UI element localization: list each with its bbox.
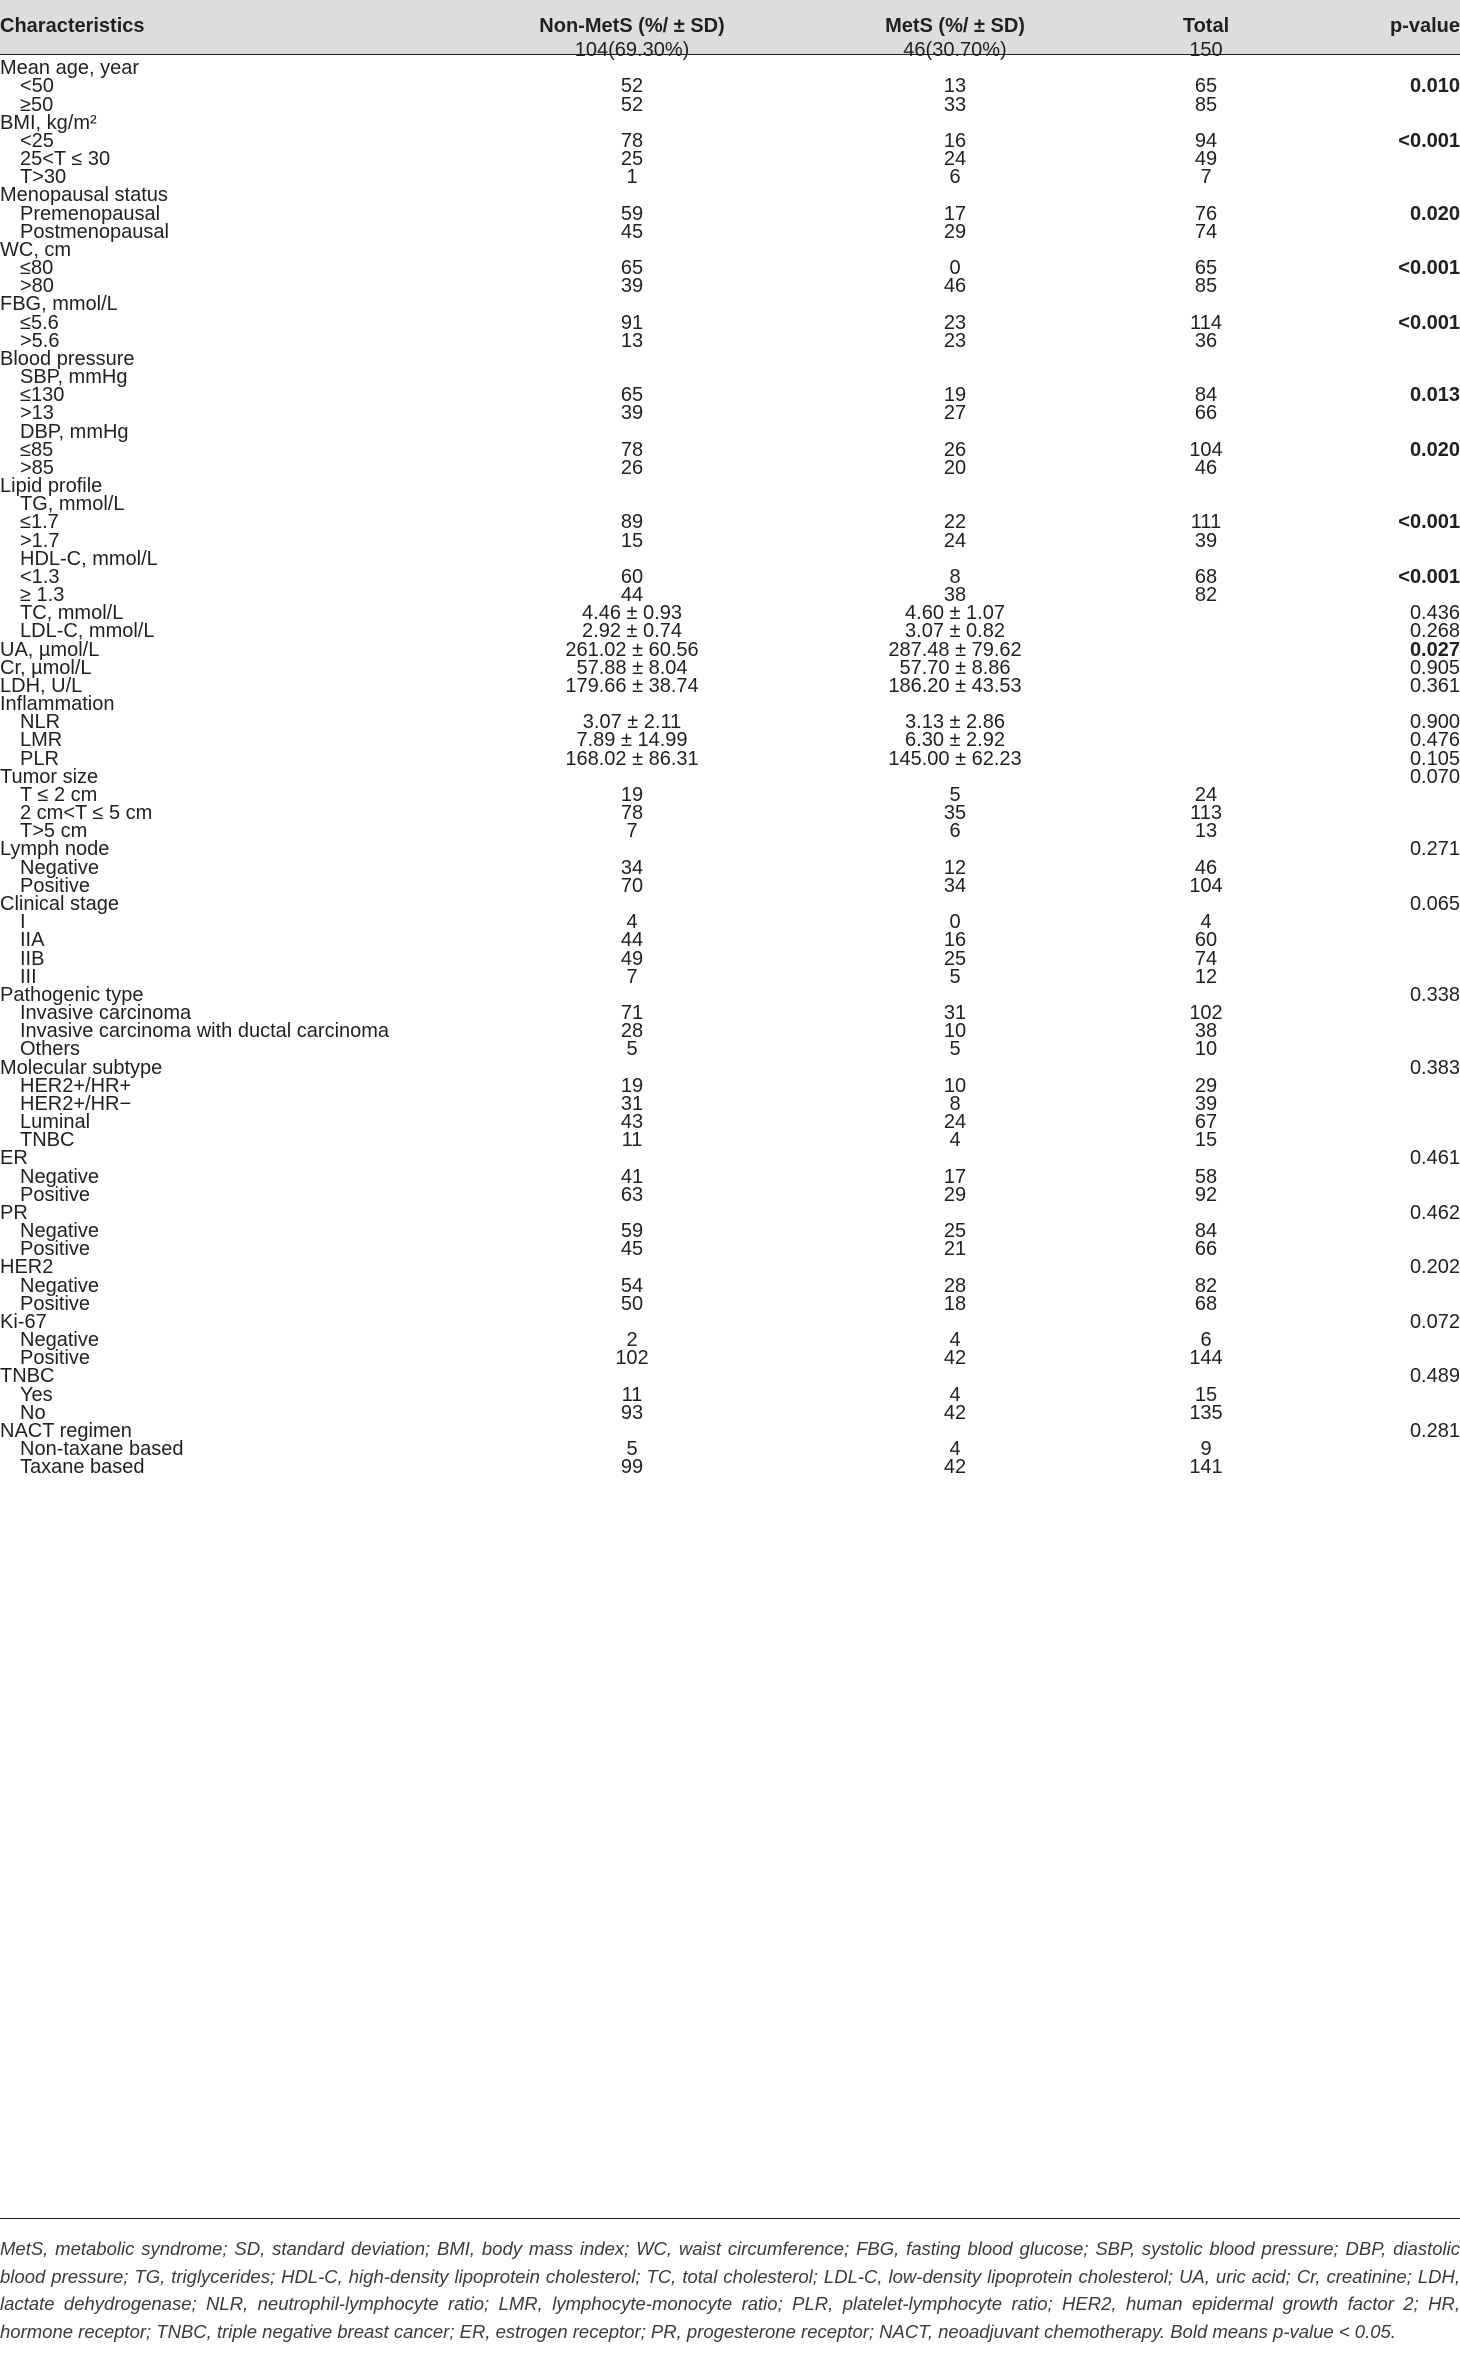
cell-p-value: 0.268 xyxy=(1409,620,1460,643)
cell-mets: 4.60 ± 1.07 xyxy=(905,602,1005,625)
row-label: Molecular subtype xyxy=(0,1056,163,1079)
row-label: 25<T ≤ 30 xyxy=(20,148,111,171)
table-header-row xyxy=(0,13,1460,40)
cell-mets: 3.07 ± 0.82 xyxy=(905,620,1005,643)
cell-non-mets: 45 xyxy=(620,220,644,243)
cell-non-mets: 45 xyxy=(620,1238,644,1261)
cell-total: 60 xyxy=(1194,929,1218,952)
cell-non-mets: 7 xyxy=(626,820,638,843)
cell-non-mets: 26 xyxy=(620,456,644,479)
cell-total: 144 xyxy=(1189,1347,1223,1370)
cell-non-mets: 89 xyxy=(620,511,644,534)
row-label: LDH, U/L xyxy=(0,674,83,697)
cell-non-mets: 43 xyxy=(620,1111,644,1134)
cell-mets: 17 xyxy=(943,202,967,225)
cell-total: 92 xyxy=(1194,1183,1218,1206)
cell-non-mets: 5 xyxy=(626,1438,638,1461)
row-label: Clinical stage xyxy=(0,892,119,915)
header-p-value: p-value xyxy=(1389,15,1460,37)
row-label: 2 cm<T ≤ 5 cm xyxy=(20,802,153,825)
cell-total: 102 xyxy=(1189,1002,1223,1024)
cell-p-value: 0.281 xyxy=(1409,1419,1460,1442)
cell-non-mets: 91 xyxy=(620,311,644,334)
cell-mets: 24 xyxy=(943,529,967,552)
cell-p-value: 0.383 xyxy=(1409,1056,1460,1079)
cell-total: 94 xyxy=(1194,129,1218,152)
cell-total: 39 xyxy=(1194,529,1218,552)
cell-total: 46 xyxy=(1194,856,1218,879)
cell-total: 74 xyxy=(1194,947,1218,970)
cell-non-mets: 13 xyxy=(620,329,644,352)
cell-p-value: 0.010 xyxy=(1409,75,1460,98)
cell-non-mets: 19 xyxy=(620,783,644,806)
cell-mets: 8 xyxy=(949,1092,961,1115)
cell-non-mets: 65 xyxy=(620,257,644,280)
cell-mets: 0 xyxy=(949,911,961,934)
cell-mets: 6.30 ± 2.92 xyxy=(905,729,1005,752)
cell-non-mets: 52 xyxy=(620,75,644,98)
row-label: ≤130 xyxy=(20,384,65,407)
cell-p-value: 0.013 xyxy=(1409,384,1460,407)
row-label: Premenopausal xyxy=(20,202,161,225)
row-label: Negative xyxy=(20,1274,99,1297)
cell-mets: 27 xyxy=(943,402,967,425)
cell-p-value: 0.105 xyxy=(1409,747,1460,770)
cell-mets: 17 xyxy=(943,1165,967,1188)
cell-total: 104 xyxy=(1189,438,1223,461)
row-label: BMI, kg/m² xyxy=(0,111,97,134)
row-label: PLR xyxy=(20,747,59,770)
cell-mets: 21 xyxy=(943,1238,967,1261)
cell-non-mets: 54 xyxy=(620,1274,644,1297)
cell-mets: 8 xyxy=(949,565,961,588)
cell-mets: 4 xyxy=(949,1438,961,1461)
row-label: ≥50 xyxy=(20,93,54,116)
cell-mets: 18 xyxy=(943,1292,967,1315)
cell-non-mets: 104(69.30%) xyxy=(574,39,690,61)
cell-mets: 4 xyxy=(949,1329,961,1352)
row-label: Invasive carcinoma xyxy=(20,1002,192,1024)
cell-p-value: 0.271 xyxy=(1409,838,1460,861)
row-label: Positive xyxy=(20,1347,91,1370)
row-label: Positive xyxy=(20,1183,91,1206)
row-label: >5.6 xyxy=(20,329,60,352)
row-label: Invasive carcinoma with ductal carcinoma xyxy=(20,1020,390,1043)
cell-total: 46 xyxy=(1194,456,1218,479)
cell-total: 13 xyxy=(1194,820,1218,843)
cell-total: 29 xyxy=(1194,1074,1218,1097)
row-label: IIB xyxy=(20,947,45,970)
cell-mets: 42 xyxy=(943,1456,967,1479)
cell-total: 9 xyxy=(1200,1438,1212,1461)
header-characteristics: Characteristics xyxy=(0,15,145,37)
row-label: Mean age, year xyxy=(0,57,139,80)
cell-non-mets: 4 xyxy=(626,911,638,934)
row-label: Negative xyxy=(20,1165,99,1188)
cell-mets: 24 xyxy=(943,1111,967,1134)
row-label: <25 xyxy=(20,129,54,152)
row-label: ≤1.7 xyxy=(20,511,59,534)
row-label: LMR xyxy=(20,729,63,752)
row-label: Taxane based xyxy=(20,1456,145,1479)
row-label: Negative xyxy=(20,1220,99,1243)
cell-mets: 20 xyxy=(943,456,967,479)
row-label: >80 xyxy=(20,275,54,298)
cell-mets: 29 xyxy=(943,1183,967,1206)
row-label: UA, µmol/L xyxy=(0,638,100,661)
cell-total: 12 xyxy=(1194,965,1218,988)
row-label: ER xyxy=(0,1147,28,1170)
row-label: Positive xyxy=(20,1292,91,1315)
cell-total: 85 xyxy=(1194,93,1218,116)
row-label: III xyxy=(20,965,37,988)
cell-total: 7 xyxy=(1200,166,1212,189)
cell-total: 66 xyxy=(1194,1238,1218,1261)
cell-total: 4 xyxy=(1200,911,1212,934)
cell-mets: 12 xyxy=(943,856,967,879)
row-label: Negative xyxy=(20,856,99,879)
cell-p-value: 0.020 xyxy=(1409,438,1460,461)
row-label: Menopausal status xyxy=(0,184,168,207)
cell-p-value: 0.020 xyxy=(1409,202,1460,225)
cell-p-value: 0.338 xyxy=(1409,983,1460,1006)
row-label: HDL-C, mmol/L xyxy=(20,547,158,570)
row-label: >1.7 xyxy=(20,529,60,552)
cell-mets: 28 xyxy=(943,1274,967,1297)
cell-total: 104 xyxy=(1189,874,1223,897)
cell-mets: 26 xyxy=(943,438,967,461)
cell-mets: 4 xyxy=(949,1129,961,1152)
cell-non-mets: 4.46 ± 0.93 xyxy=(582,602,682,625)
cell-non-mets: 44 xyxy=(620,584,644,607)
cell-total: 6 xyxy=(1200,1329,1212,1352)
row-label: NLR xyxy=(20,711,61,734)
cell-p-value: 0.027 xyxy=(1409,638,1460,661)
row-label: ≤85 xyxy=(20,438,54,461)
row-label: LDL-C, mmol/L xyxy=(20,620,155,643)
row-label: TNBC xyxy=(20,1129,75,1152)
cell-non-mets: 11 xyxy=(621,1129,643,1152)
cell-non-mets: 44 xyxy=(620,929,644,952)
row-label: Yes xyxy=(20,1383,53,1406)
cell-non-mets: 99 xyxy=(620,1456,644,1479)
cell-non-mets: 102 xyxy=(615,1347,649,1370)
cell-total: 49 xyxy=(1194,148,1218,171)
cell-mets: 25 xyxy=(943,947,967,970)
row-label: T>30 xyxy=(20,166,67,189)
cell-p-value: 0.489 xyxy=(1409,1365,1460,1388)
cell-p-value: 0.065 xyxy=(1409,892,1460,915)
cell-non-mets: 60 xyxy=(620,565,644,588)
cell-mets: 5 xyxy=(949,783,961,806)
cell-p-value: 0.361 xyxy=(1409,674,1460,697)
cell-total: 10 xyxy=(1194,1038,1218,1061)
cell-non-mets: 28 xyxy=(620,1020,644,1043)
cell-non-mets: 31 xyxy=(620,1092,644,1115)
cell-mets: 16 xyxy=(943,929,967,952)
cell-non-mets: 15 xyxy=(620,529,644,552)
cell-mets: 23 xyxy=(943,311,967,334)
row-label: Tumor size xyxy=(0,765,99,788)
cell-non-mets: 78 xyxy=(620,802,644,825)
row-label: WC, cm xyxy=(0,238,72,261)
cell-non-mets: 19 xyxy=(620,1074,644,1097)
cell-non-mets: 65 xyxy=(620,384,644,407)
cell-non-mets: 168.02 ± 86.31 xyxy=(565,747,699,770)
cell-p-value: 0.900 xyxy=(1409,711,1460,734)
cell-p-value: 0.202 xyxy=(1409,1256,1460,1279)
cell-p-value: <0.001 xyxy=(1398,129,1460,152)
cell-total: 141 xyxy=(1189,1456,1223,1479)
row-label: IIA xyxy=(20,929,45,952)
cell-mets: 4 xyxy=(949,1383,961,1406)
row-label: ≤5.6 xyxy=(20,311,59,334)
row-label: Cr, µmol/L xyxy=(0,656,92,679)
cell-mets: 31 xyxy=(943,1002,967,1024)
cell-total: 36 xyxy=(1194,329,1218,352)
row-label: T>5 cm xyxy=(20,820,88,843)
cell-non-mets: 78 xyxy=(620,129,644,152)
row-label: Pathogenic type xyxy=(0,983,144,1006)
cell-mets: 10 xyxy=(943,1020,967,1043)
row-label: HER2 xyxy=(0,1256,54,1279)
cell-mets: 25 xyxy=(943,1220,967,1243)
row-label: Positive xyxy=(20,1238,91,1261)
cell-mets: 34 xyxy=(943,874,967,897)
cell-non-mets: 7 xyxy=(626,965,638,988)
header-non-mets: Non-MetS (%/ ± SD) xyxy=(539,15,725,37)
cell-non-mets: 57.88 ± 8.04 xyxy=(576,656,688,679)
cell-total: 113 xyxy=(1190,802,1222,825)
row-label: ≤80 xyxy=(20,257,54,280)
cell-non-mets: 3.07 ± 2.11 xyxy=(582,711,682,734)
header-mets: MetS (%/ ± SD) xyxy=(885,15,1025,37)
cell-non-mets: 25 xyxy=(620,148,644,171)
row-label: >85 xyxy=(20,456,54,479)
cell-mets: 5 xyxy=(949,1038,961,1061)
cell-non-mets: 34 xyxy=(620,856,644,879)
header-total: Total xyxy=(1182,15,1230,37)
table-row xyxy=(0,1454,1460,1481)
cell-p-value: <0.001 xyxy=(1398,257,1460,280)
row-label: SBP, mmHg xyxy=(20,366,128,389)
cell-total: 15 xyxy=(1194,1383,1218,1406)
cell-non-mets: 93 xyxy=(620,1401,644,1424)
cell-total: 24 xyxy=(1194,783,1218,806)
row-label: HER2+/HR− xyxy=(20,1092,132,1115)
row-label: Positive xyxy=(20,874,91,897)
row-label: ≥ 1.3 xyxy=(20,584,65,607)
cell-mets: 186.20 ± 43.53 xyxy=(888,674,1022,697)
row-label: Ki-67 xyxy=(0,1310,47,1333)
cell-mets: 6 xyxy=(949,820,961,843)
cell-p-value: 0.461 xyxy=(1409,1147,1460,1170)
row-label: Others xyxy=(20,1038,81,1061)
cell-p-value: 0.436 xyxy=(1409,602,1460,625)
cell-mets: 16 xyxy=(943,129,967,152)
cell-total: 74 xyxy=(1194,220,1218,243)
cell-total: 111 xyxy=(1190,511,1222,534)
cell-p-value: 0.072 xyxy=(1409,1310,1460,1333)
cell-mets: 10 xyxy=(943,1074,967,1097)
cell-non-mets: 2.92 ± 0.74 xyxy=(582,620,682,643)
row-label: <50 xyxy=(20,75,54,98)
cell-non-mets: 179.66 ± 38.74 xyxy=(565,674,699,697)
cell-total: 76 xyxy=(1194,202,1218,225)
cell-non-mets: 71 xyxy=(620,1002,644,1024)
cell-non-mets: 11 xyxy=(621,1383,643,1406)
row-label: TG, mmol/L xyxy=(20,493,125,516)
cell-total: 84 xyxy=(1194,1220,1218,1243)
row-label: Negative xyxy=(20,1329,99,1352)
cell-mets: 19 xyxy=(943,384,967,407)
cell-non-mets: 261.02 ± 60.56 xyxy=(565,638,699,661)
row-label: TNBC xyxy=(0,1365,55,1388)
cell-mets: 13 xyxy=(943,75,967,98)
cell-non-mets: 52 xyxy=(620,93,644,116)
cell-non-mets: 59 xyxy=(620,202,644,225)
cell-non-mets: 1 xyxy=(626,166,638,189)
cell-non-mets: 63 xyxy=(620,1183,644,1206)
cell-non-mets: 2 xyxy=(626,1329,638,1352)
cell-total: 82 xyxy=(1194,584,1218,607)
cell-non-mets: 39 xyxy=(620,402,644,425)
row-label: I xyxy=(20,911,26,934)
cell-total: 39 xyxy=(1194,1092,1218,1115)
cell-mets: 145.00 ± 62.23 xyxy=(888,747,1022,770)
cell-non-mets: 5 xyxy=(626,1038,638,1061)
cell-non-mets: 50 xyxy=(620,1292,644,1315)
row-label: Non-taxane based xyxy=(20,1438,184,1461)
cell-mets: 42 xyxy=(943,1347,967,1370)
cell-mets: 35 xyxy=(943,802,967,825)
cell-mets: 287.48 ± 79.62 xyxy=(888,638,1022,661)
cell-non-mets: 39 xyxy=(620,275,644,298)
cell-total: 84 xyxy=(1194,384,1218,407)
cell-mets: 3.13 ± 2.86 xyxy=(905,711,1005,734)
row-label: <1.3 xyxy=(20,565,60,588)
cell-mets: 46(30.70%) xyxy=(903,39,1007,61)
cell-total: 67 xyxy=(1194,1111,1218,1134)
cell-mets: 33 xyxy=(943,93,967,116)
row-label: Luminal xyxy=(20,1111,91,1134)
row-label: HER2+/HR+ xyxy=(20,1074,132,1097)
cell-total: 85 xyxy=(1194,275,1218,298)
cell-non-mets: 59 xyxy=(620,1220,644,1243)
cell-non-mets: 70 xyxy=(620,874,644,897)
cell-p-value: 0.476 xyxy=(1409,729,1460,752)
cell-mets: 6 xyxy=(949,166,961,189)
cell-total: 82 xyxy=(1194,1274,1218,1297)
cell-total: 66 xyxy=(1194,402,1218,425)
cell-mets: 23 xyxy=(943,329,967,352)
row-label: NACT regimen xyxy=(0,1419,132,1442)
cell-total: 15 xyxy=(1194,1129,1218,1152)
cell-mets: 24 xyxy=(943,148,967,171)
row-label: PR xyxy=(0,1201,28,1224)
cell-mets: 29 xyxy=(943,220,967,243)
row-label: Inflammation xyxy=(0,693,115,716)
cell-total: 38 xyxy=(1194,1020,1218,1043)
cell-p-value: 0.070 xyxy=(1409,765,1460,788)
row-label: FBG, mmol/L xyxy=(0,293,118,316)
row-label: TC, mmol/L xyxy=(20,602,124,625)
cell-non-mets: 49 xyxy=(620,947,644,970)
cell-total: 150 xyxy=(1189,39,1223,61)
cell-p-value: 0.462 xyxy=(1409,1201,1460,1224)
cell-p-value: 0.905 xyxy=(1409,656,1460,679)
row-label: Lymph node xyxy=(0,838,110,861)
cell-mets: 22 xyxy=(943,511,967,534)
row-label: DBP, mmHg xyxy=(20,420,129,443)
table-bottom-rule xyxy=(0,2218,1460,2219)
cell-total: 135 xyxy=(1189,1401,1223,1424)
row-label: No xyxy=(20,1401,46,1424)
cell-mets: 0 xyxy=(949,257,961,280)
cell-p-value: <0.001 xyxy=(1398,311,1460,334)
cell-total: 65 xyxy=(1194,257,1218,280)
table-footnote: MetS, metabolic syndrome; SD, standard deviation; BMI, body mass index; WC, waist circumference; FBG, fasting blood glucose; SBP, systolic blood pressure; DBP, diastolic blood pressure; TG, triglycerides; HDL-C, high-density lipoprotein cholesterol; TC, total cholesterol; LDL-C, low-density lipoprotein cholesterol; UA, uric acid; Cr, creatinine; LDH, lactate dehydrogenase; NLR, neutrophil-lymphocyte ratio; LMR, lymphocyte-monocyte ratio; PLR, platelet-lymphocyte ratio; HER2, human epidermal growth factor 2; HR, hormone receptor; TNBC, triple negative breast cancer; ER, estrogen receptor; PR, progesterone receptor; NACT, neoadjuvant chemotherapy. Bold means p-value < 0.05. xyxy=(0,2238,1460,2342)
cell-mets: 57.70 ± 8.86 xyxy=(899,656,1011,679)
row-label: T ≤ 2 cm xyxy=(20,783,98,806)
cell-mets: 38 xyxy=(943,584,967,607)
cell-total: 68 xyxy=(1194,1292,1218,1315)
cell-total: 114 xyxy=(1190,311,1222,334)
row-label: Blood pressure xyxy=(0,347,135,370)
cell-total: 65 xyxy=(1194,75,1218,98)
cell-non-mets: 41 xyxy=(620,1165,644,1188)
cell-non-mets: 7.89 ± 14.99 xyxy=(576,729,688,752)
cell-non-mets: 78 xyxy=(620,438,644,461)
cell-total: 58 xyxy=(1194,1165,1218,1188)
cell-mets: 42 xyxy=(943,1401,967,1424)
cell-mets: 5 xyxy=(949,965,961,988)
cell-p-value: <0.001 xyxy=(1398,511,1460,534)
row-label: >13 xyxy=(20,402,54,425)
cell-p-value: <0.001 xyxy=(1398,565,1460,588)
cell-mets: 46 xyxy=(943,275,967,298)
row-label: Lipid profile xyxy=(0,475,103,498)
row-label: Postmenopausal xyxy=(20,220,169,243)
cell-total: 68 xyxy=(1194,565,1218,588)
